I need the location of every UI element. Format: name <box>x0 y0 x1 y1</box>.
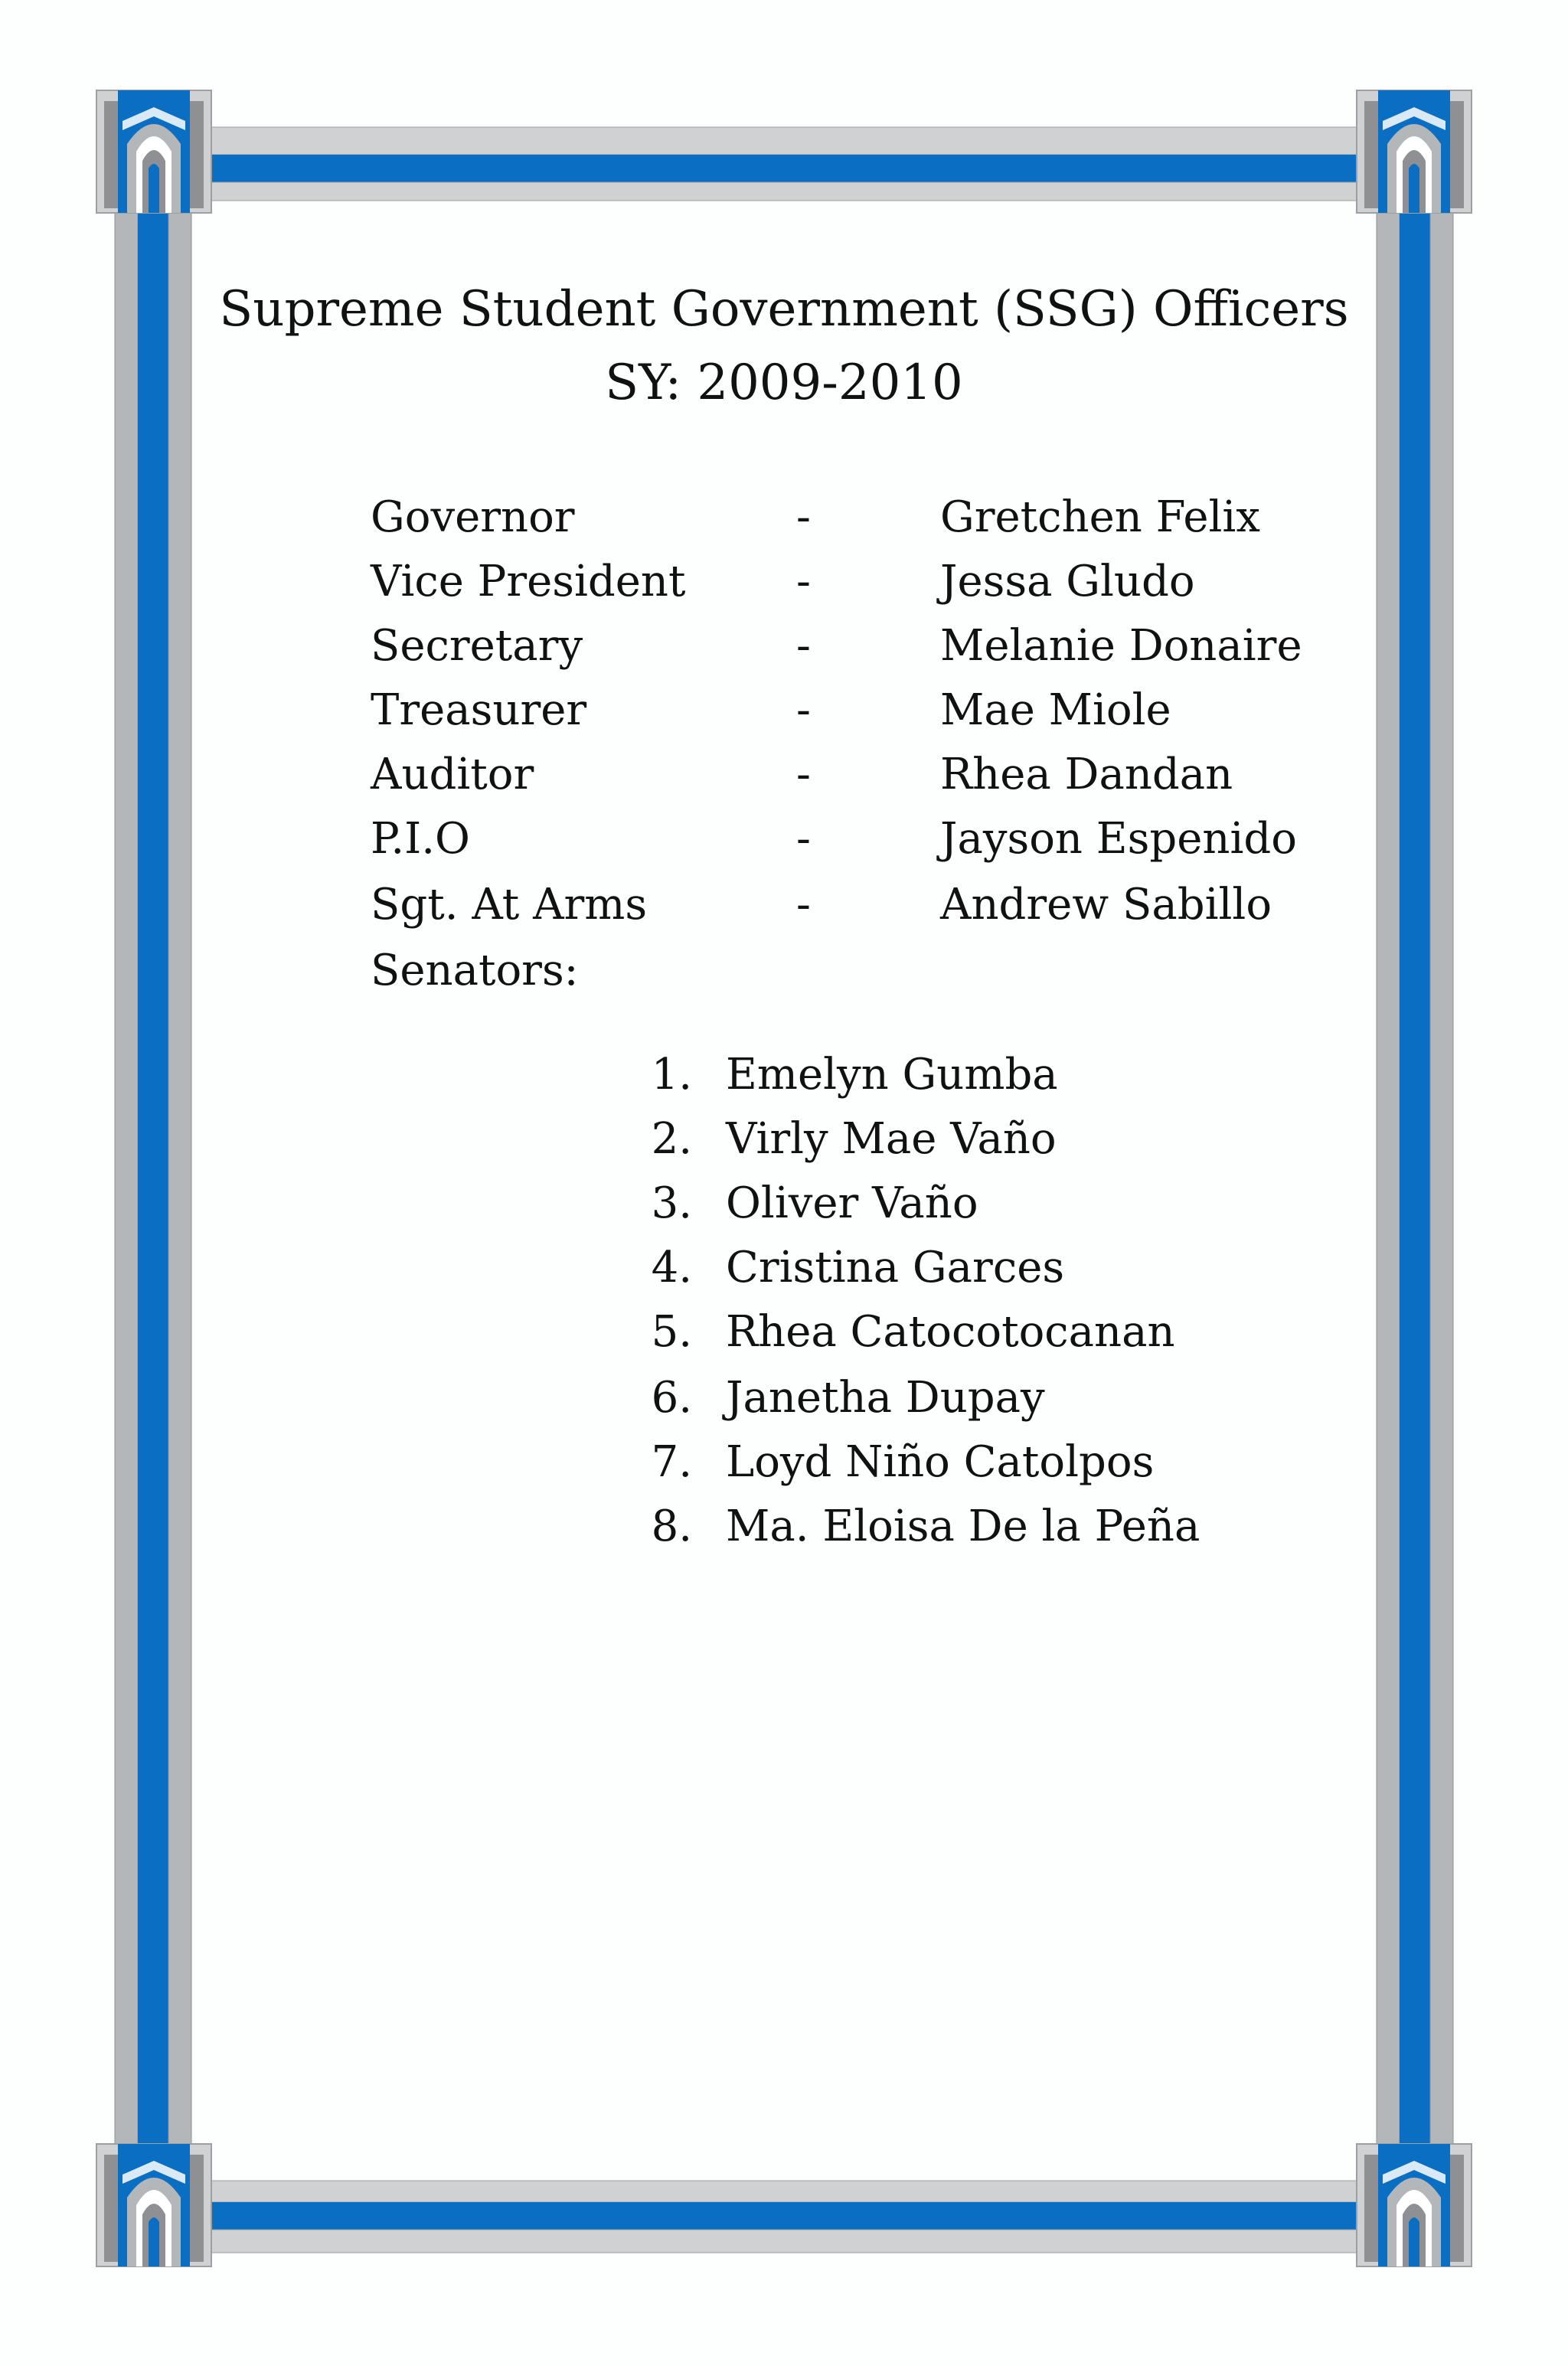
officer-name: Jayson Espenido <box>940 814 1297 864</box>
senator-list-item <box>0 1107 1568 1172</box>
officer-row-pio <box>0 807 1568 871</box>
senator-number: 4. <box>651 1243 692 1292</box>
officer-name: Gretchen Felix <box>940 492 1260 542</box>
senator-list-item <box>0 1043 1568 1107</box>
senators-label: Senators: <box>371 946 579 995</box>
officer-row-secretary <box>0 614 1568 678</box>
officer-position: P.I.O <box>371 814 470 864</box>
senator-number: 8. <box>651 1502 692 1551</box>
senator-list-item <box>0 1236 1568 1300</box>
senator-number: 1. <box>651 1050 692 1100</box>
officer-separator: - <box>796 880 811 930</box>
senator-list-item <box>0 1300 1568 1364</box>
officer-separator: - <box>796 621 811 671</box>
officer-name: Andrew Sabillo <box>940 880 1272 930</box>
officer-row-governor <box>0 485 1568 550</box>
senator-list-item <box>0 1366 1568 1430</box>
page-title: Supreme Student Government (SSG) Officers <box>219 281 1349 338</box>
officer-position: Secretary <box>371 621 583 671</box>
officer-position: Treasurer <box>371 685 587 735</box>
officer-separator: - <box>796 492 811 542</box>
officer-separator: - <box>796 685 811 735</box>
officer-separator: - <box>796 750 811 799</box>
officer-row-treasurer <box>0 678 1568 743</box>
officer-row-vice-president <box>0 550 1568 614</box>
senator-number: 6. <box>651 1373 692 1423</box>
senator-number: 3. <box>651 1178 692 1228</box>
officer-position: Governor <box>371 492 575 542</box>
officer-name: Rhea Dandan <box>940 750 1233 799</box>
senator-name: Loyd Niño Catolpos <box>726 1437 1155 1487</box>
senator-number: 5. <box>651 1307 692 1357</box>
school-year-subtitle: SY: 2009-2010 <box>605 355 963 411</box>
senator-number: 7. <box>651 1437 692 1487</box>
officer-name: Melanie Donaire <box>940 621 1302 671</box>
officer-row-auditor <box>0 743 1568 807</box>
senator-name: Emelyn Gumba <box>726 1050 1058 1100</box>
senator-name: Rhea Catocotocanan <box>726 1307 1175 1357</box>
officer-name: Jessa Gludo <box>940 557 1195 606</box>
officer-position: Vice President <box>371 557 686 606</box>
senator-number: 2. <box>651 1114 692 1164</box>
senator-list-item <box>0 1495 1568 1559</box>
senator-name: Virly Mae Vaño <box>726 1114 1057 1164</box>
officer-name: Mae Miole <box>940 685 1171 735</box>
senator-name: Oliver Vaño <box>726 1178 978 1228</box>
senator-name: Ma. Eloisa De la Peña <box>726 1502 1200 1551</box>
senator-name: Cristina Garces <box>726 1243 1065 1292</box>
senator-name: Janetha Dupay <box>726 1373 1045 1423</box>
officer-separator: - <box>796 814 811 864</box>
senator-list-item <box>0 1430 1568 1495</box>
officer-row-sgt-at-arms <box>0 873 1568 937</box>
officer-separator: - <box>796 557 811 606</box>
officer-position: Auditor <box>371 750 534 799</box>
senator-list-item <box>0 1172 1568 1236</box>
officer-position: Sgt. At Arms <box>371 880 648 930</box>
